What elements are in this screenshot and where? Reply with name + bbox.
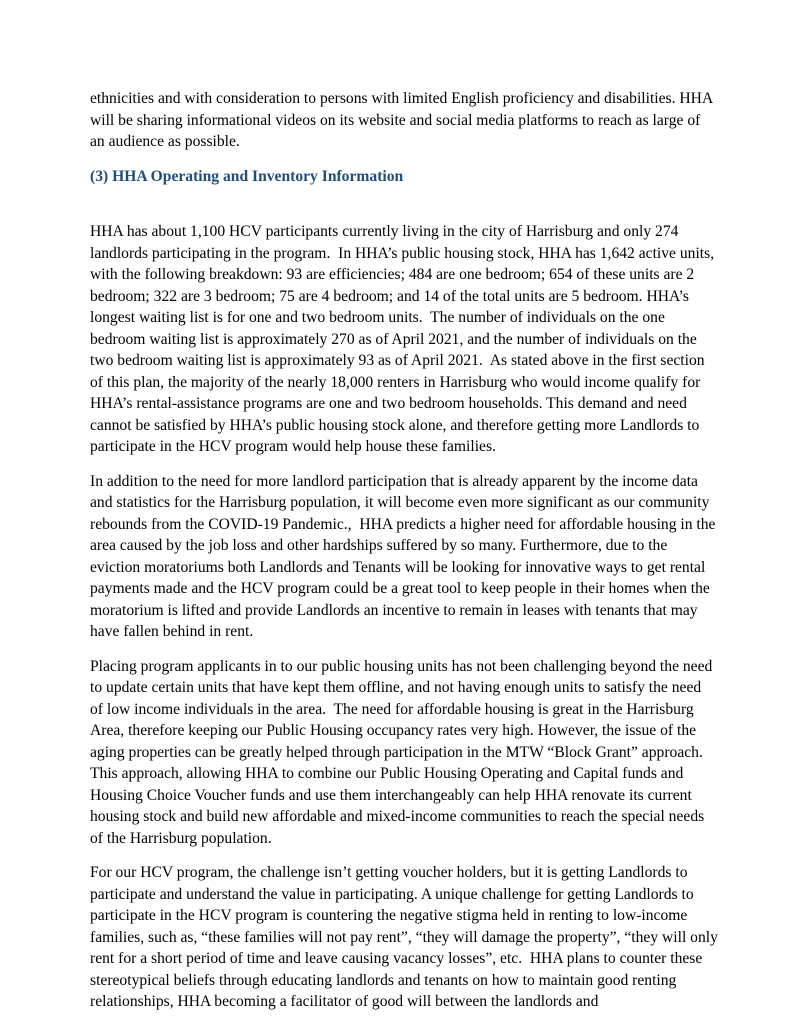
body-paragraph: In addition to the need for more landlord participation that is already apparent by the income data and statistics for the Harrisburg population, it will become even more significant as our community rebounds from the COVID-19 Pandemic., HHA predicts a higher need for affordable housing in the area caused by the job loss and other hardships suffered by so many. Furthermore, due to the eviction moratoriums both Landlords and Tenants will be looking for innovative ways to get rental payments made and the HCV program could be a great tool to keep people in their homes when the moratorium is lifted and provide Landlords an incentive to remain in leases with tenants that may have fallen behind in rent.: [90, 472, 720, 640]
body-paragraph: HHA has about 1,100 HCV participants currently living in the city of Harrisburg and only 274 landlords participating in the program. In HHA’s public housing stock, HHA has 1,642 active units, with the following breakdown: 93 are efficiencies; 484 are one bedroom; 654 of these units are 2 bedroom; 322 are 3 bedroom; 75 are 4 bedroom; and 14 of the total units are 5 bedroom. HHA’s longest waiting list is for one and two bedroom units. The number of individuals on the one bedroom waiting list is approximately 270 as of April 2021, and the number of individuals on the two bedroom waiting list is approximately 93 as of April 2021. As stated above in the first section of this plan, the majority of the nearly 18,000 renters in Harrisburg who would income qualify for HHA’s rental-assistance programs are one and two bedroom households. This demand and need cannot be satisfied by HHA’s public housing stock alone, and therefore getting more Landlords to participate in the HCV program would help house these families.: [90, 223, 718, 455]
body-paragraph: Placing program applicants in to our public housing units has not been challenging beyond the need to update certain units that have kept them offline, and not having enough units to satisfy the need of low income individuals in the area. The need for affordable housing is great in the Harrisburg Area, therefore keeping our Public Housing occupancy rates very high. However, the issue of the aging properties can be greatly helped through participation in the MTW “Block Grant” approach. This approach, allowing HHA to combine our Public Housing Operating and Capital funds and Housing Choice Voucher funds and use them interchangeably can help HHA renovate its current housing stock and build new affordable and mixed-income communities to reach the special needs of the Harrisburg population.: [90, 657, 717, 847]
document-body: [90, 221, 722, 1013]
intro-paragraph: ethnicities and with consideration to persons with limited English proficiency and disabilities. HHA will be sharing informational videos on its website and social media platforms to reach as large of an audience as possible.: [90, 90, 717, 150]
body-paragraph: For our HCV program, the challenge isn’t getting voucher holders, but it is getting Landlords to participate and understand the value in participating. A unique challenge for getting Landlords to participate in the HCV program is countering the negative stigma held in renting to low-income families, such as, “these families will not pay rent”, “they will damage the property”, “they will only rent for a short period of time and leave causing vacancy losses”, etc. HHA plans to counter these stereotypical beliefs through educating landlords and tenants on how to maintain good renting relationships, HHA becoming a facilitator of good will between the landlords and: [90, 864, 722, 1010]
document-content: [90, 88, 722, 1024]
section-heading: (3) HHA Operating and Inventory Information: [90, 167, 404, 185]
